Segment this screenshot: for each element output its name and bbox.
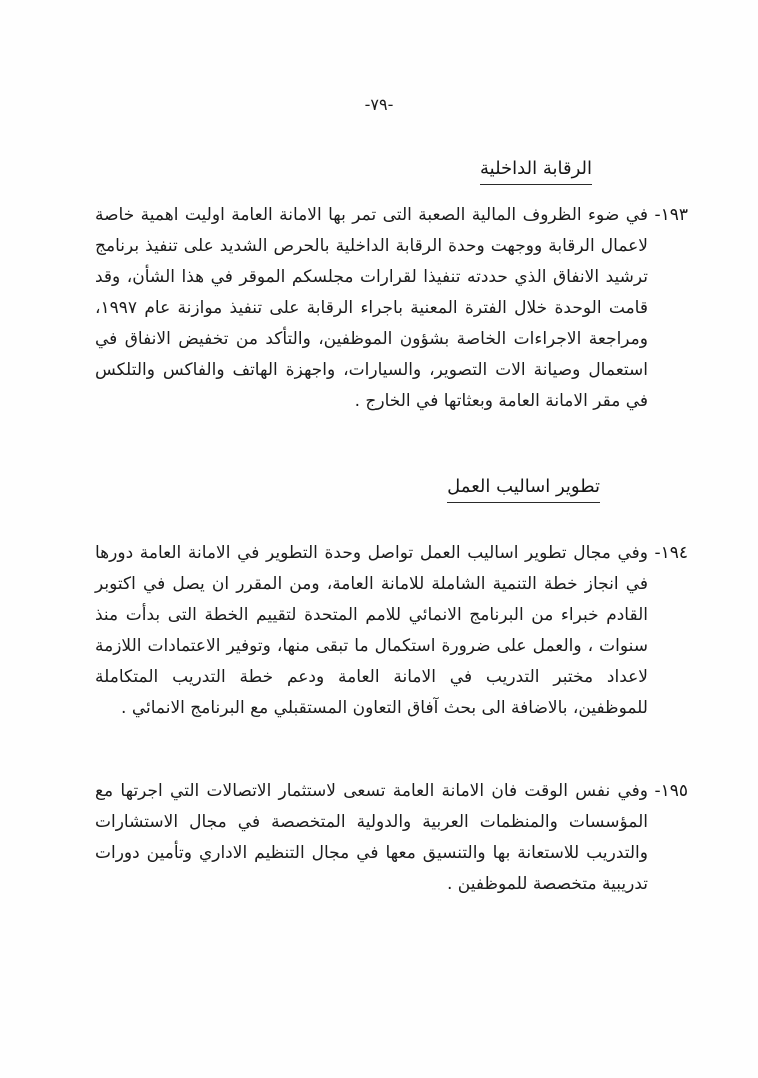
section-heading-text: الرقابة الداخلية: [480, 158, 592, 185]
paragraph-text: وفي مجال تطوير اساليب العمل تواصل وحدة التطوير في الامانة العامة دورها في انجاز خطة التنمية الشاملة للامانة العامة، ومن المقرر ان يصل في اكتوبر القادم خبراء من البرنامج الانمائي للامم المتحدة لتقييم الخطة التى بدأت منذ سنوات ، والعمل على ضرورة استكمال ما تبقى منها، وتوفير الاعتمادات اللازمة لاعداد مختبر التدريب في الامانة العامة ودعم خطة التدريب المتكاملة للموظفين، بالاضافة الى بحث آفاق التعاون المستقبلي مع البرنامج الانمائي .: [95, 543, 648, 718]
paragraph-193: [95, 200, 688, 417]
paragraph-194: [95, 538, 688, 724]
paragraph-text: وفي نفس الوقت فان الامانة العامة تسعى لاستثمار الاتصالات التي اجرتها مع المؤسسات والمنظمات العربية والدولية المتخصصة في مجال الاستشارات والتدريب للاستعانة بها والتنسيق معها في مجال التنظيم الاداري وتأمين دورات تدريبية متخصصة للموظفين .: [95, 781, 648, 894]
section-heading-work-methods-development: [447, 476, 600, 503]
section-heading-text: تطوير اساليب العمل: [447, 476, 600, 503]
paragraph-number: ١٩٥-: [654, 781, 688, 801]
paragraph-text: في ضوء الظروف المالية الصعبة التى تمر بها الامانة العامة اوليت اهمية خاصة لاعمال الرقابة ووجهت وحدة الرقابة الداخلية بالحرص الشديد على تنفيذ برنامج ترشيد الانفاق الذي حددته تنفيذا لقرارات مجلسكم الموقر في هذا الشأن، وقد قامت الوحدة خلال الفترة المعنية باجراء الرقابة على تنفيذ موازنة عام ١٩٩٧، ومراجعة الاجراءات الخاصة بشؤون الموظفين، والتأكد من تخفيض الانفاق في استعمال وصيانة الات التصوير، والسيارات، واجهزة الهاتف والفاكس والتلكس في مقر الامانة العامة وبعثاتها في الخارج .: [95, 205, 648, 411]
section-heading-internal-oversight: [480, 158, 592, 185]
paragraph-number: ١٩٤-: [654, 543, 688, 563]
page-number: -٧٩-: [364, 95, 394, 114]
paragraph-number: ١٩٣-: [654, 205, 688, 225]
paragraph-195: [95, 776, 688, 900]
